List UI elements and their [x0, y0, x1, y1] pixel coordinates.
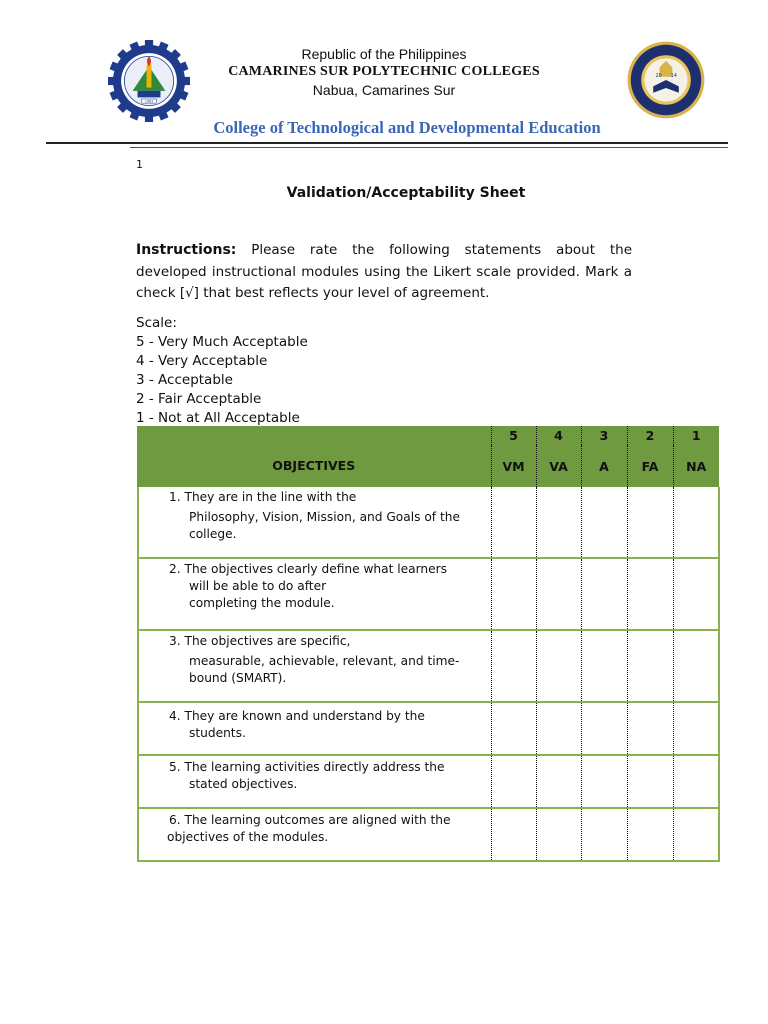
- objective-line: students.: [189, 726, 246, 740]
- objective-line: Philosophy, Vision, Mission, and Goals of the: [189, 510, 460, 524]
- rating-number-3: 3: [581, 426, 627, 445]
- rating-cell-4[interactable]: [536, 630, 581, 702]
- rating-cell-2[interactable]: [627, 487, 673, 558]
- rating-cell-1[interactable]: [673, 702, 719, 755]
- scale-item: 2 - Fair Acceptable: [136, 391, 262, 407]
- rating-number-1: 1: [673, 426, 719, 445]
- objective-line: will be able to do after: [189, 579, 327, 593]
- objective-line: stated objectives.: [189, 777, 298, 791]
- table-row: [137, 630, 719, 702]
- objectives-header: OBJECTIVES: [137, 426, 491, 487]
- instructions-paragraph: [136, 240, 632, 305]
- page-number: 1: [136, 158, 143, 171]
- republic-heading: Republic of the Philippines: [301, 46, 467, 62]
- rating-cell-2[interactable]: [627, 808, 673, 861]
- objective-line: college.: [189, 527, 237, 541]
- rating-cell-2[interactable]: [627, 630, 673, 702]
- department-name: College of Technological and Developmental Education: [213, 118, 601, 137]
- rating-cell-3[interactable]: [581, 755, 627, 808]
- rating-cell-4[interactable]: [536, 702, 581, 755]
- rating-cell-5[interactable]: [491, 487, 536, 558]
- scale-item: 5 - Very Much Acceptable: [136, 334, 308, 350]
- rating-cell-1[interactable]: [673, 755, 719, 808]
- rating-abbr-a: A: [581, 445, 627, 487]
- rating-cell-1[interactable]: [673, 558, 719, 630]
- rating-cell-5[interactable]: [491, 702, 536, 755]
- rating-number-4: 4: [536, 426, 581, 445]
- rating-cell-4[interactable]: [536, 808, 581, 861]
- instructions-label: Instructions:: [136, 242, 237, 258]
- objective-cell: [137, 755, 491, 808]
- table-row: [137, 702, 719, 755]
- rating-cell-3[interactable]: [581, 558, 627, 630]
- rating-cell-5[interactable]: [491, 630, 536, 702]
- objective-line: 2. The objectives clearly define what learners: [169, 562, 448, 576]
- rating-cell-4[interactable]: [536, 558, 581, 630]
- objective-cell: [137, 702, 491, 755]
- table-row: [137, 487, 719, 558]
- scale-label: Scale:: [136, 315, 177, 331]
- objective-line: completing the module.: [189, 596, 335, 610]
- right-logo-year-left: 20: [655, 73, 662, 79]
- rating-number-5: 5: [491, 426, 536, 445]
- rating-abbr-vm: VM: [491, 445, 536, 487]
- objective-line: 5. The learning activities directly address the: [169, 760, 445, 774]
- rating-cell-3[interactable]: [581, 702, 627, 755]
- objective-cell: [137, 558, 491, 630]
- header-rule-thick: [46, 142, 728, 144]
- rating-cell-2[interactable]: [627, 702, 673, 755]
- rating-cell-5[interactable]: [491, 755, 536, 808]
- header-rule-thin: [130, 147, 728, 148]
- objective-line: 1. They are in the line with the: [169, 490, 357, 504]
- rating-cell-1[interactable]: [673, 630, 719, 702]
- college-name: CAMARINES SUR POLYTECHNIC COLLEGES: [228, 64, 540, 79]
- instructions-text: Please rate the following statements about the developed instructional modules using the Likert scale provided. Mark a check [√] that best reflects your level of agreement.: [136, 242, 632, 301]
- rating-cell-3[interactable]: [581, 808, 627, 861]
- scale-item: 3 - Acceptable: [136, 372, 233, 388]
- objective-line: 6. The learning outcomes are aligned with the: [169, 813, 451, 827]
- rating-cell-5[interactable]: [491, 808, 536, 861]
- rating-abbr-na: NA: [673, 445, 719, 487]
- objective-cell: [137, 487, 491, 558]
- college-address: Nabua, Camarines Sur: [312, 82, 456, 98]
- table-row: [137, 755, 719, 808]
- objective-cell: [137, 808, 491, 861]
- rating-cell-1[interactable]: [673, 808, 719, 861]
- validation-table: [137, 426, 720, 862]
- rating-cell-2[interactable]: [627, 755, 673, 808]
- objective-line: bound (SMART).: [189, 671, 287, 685]
- header-row-numbers: [137, 426, 719, 445]
- table-row: [137, 558, 719, 630]
- document-title: Validation/Acceptability Sheet: [286, 185, 526, 201]
- scale-item: 1 - Not at All Acceptable: [136, 410, 300, 426]
- left-logo-year: 1983: [144, 99, 154, 104]
- rating-scale: [136, 314, 308, 428]
- rating-cell-3[interactable]: [581, 630, 627, 702]
- rating-cell-3[interactable]: [581, 487, 627, 558]
- objective-line: objectives of the modules.: [167, 830, 329, 844]
- objective-line: measurable, achievable, relevant, and time-: [189, 654, 460, 668]
- table-row: [137, 808, 719, 861]
- objective-line: 4. They are known and understand by the: [169, 709, 425, 723]
- rating-cell-5[interactable]: [491, 558, 536, 630]
- rating-number-2: 2: [627, 426, 673, 445]
- rating-cell-2[interactable]: [627, 558, 673, 630]
- rating-cell-4[interactable]: [536, 755, 581, 808]
- objective-line: 3. The objectives are specific,: [169, 634, 351, 648]
- rating-cell-4[interactable]: [536, 487, 581, 558]
- right-logo-year-right: 14: [670, 73, 677, 79]
- scale-item: 4 - Very Acceptable: [136, 353, 268, 369]
- rating-abbr-va: VA: [536, 445, 581, 487]
- objective-cell: [137, 630, 491, 702]
- rating-abbr-fa: FA: [627, 445, 673, 487]
- rating-cell-1[interactable]: [673, 487, 719, 558]
